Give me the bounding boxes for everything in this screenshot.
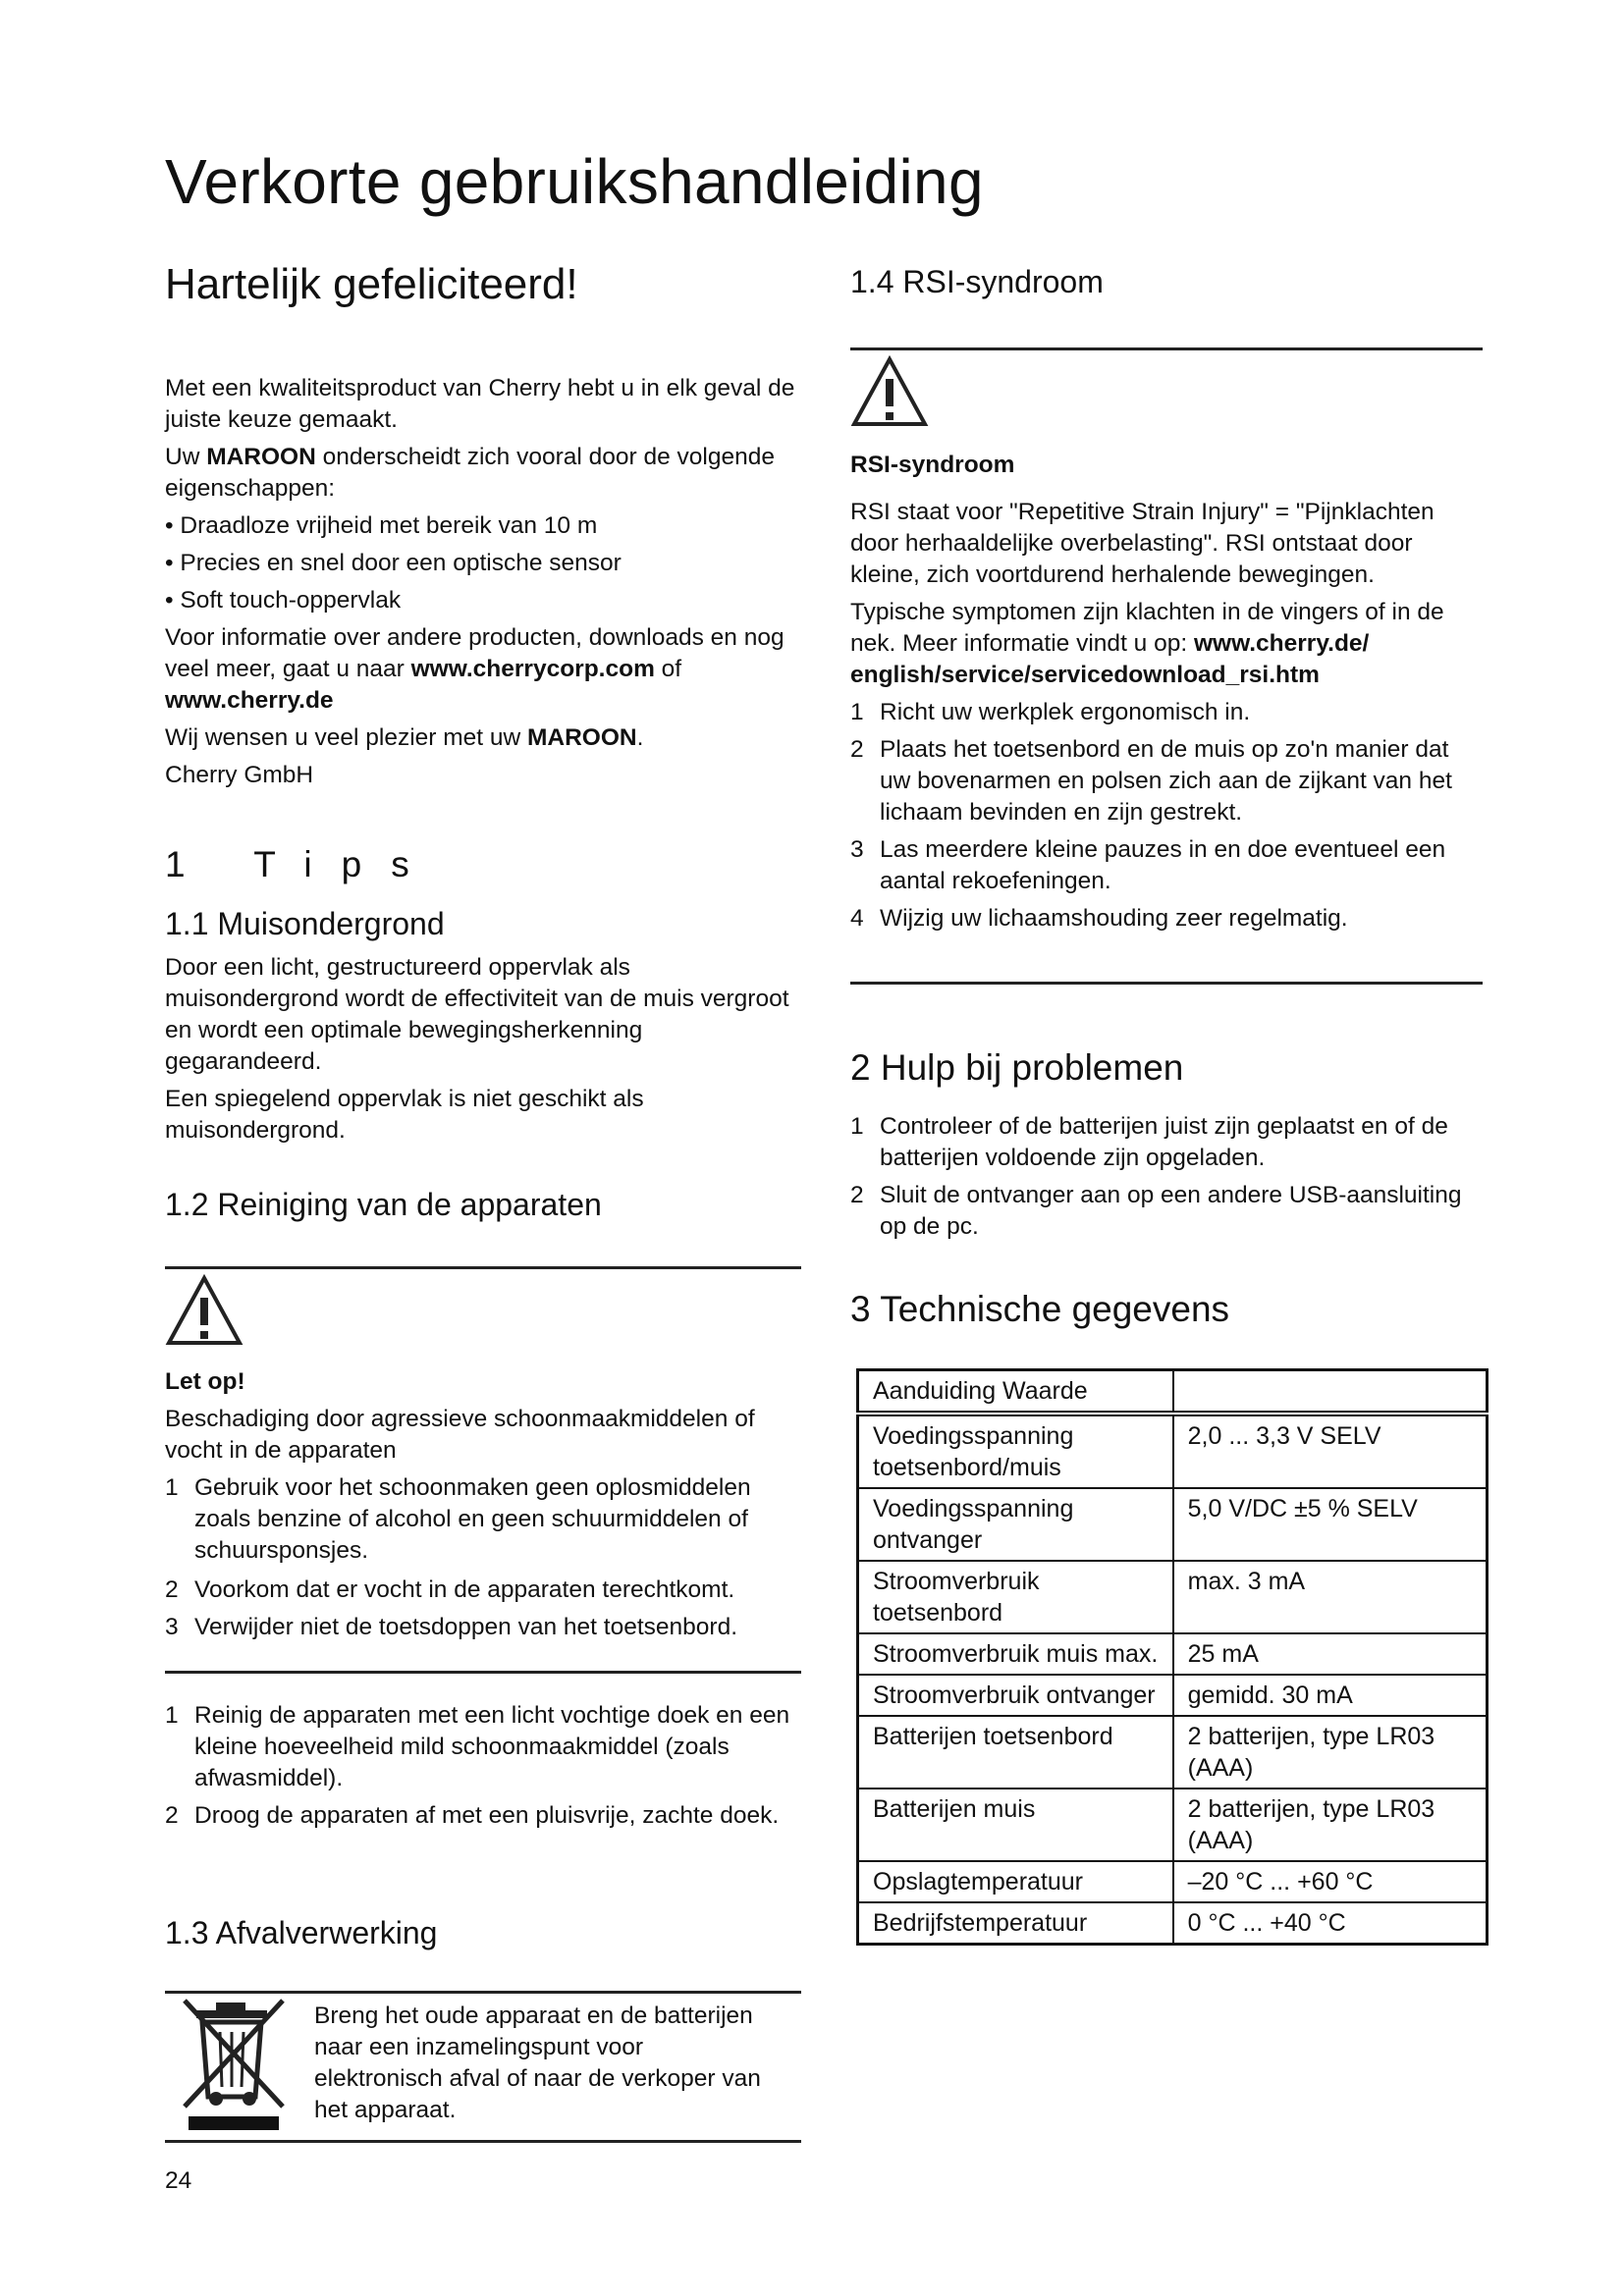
cleaning-list (165, 1700, 803, 1838)
page-title: Verkorte gebruikshandleiding (165, 146, 984, 217)
warning-label: Let op! (165, 1368, 245, 1395)
table-cell: Bedrijfstemperatuur (858, 1902, 1173, 1945)
table-cell: Stroomverbruik ontvanger (858, 1675, 1173, 1716)
section-1-4-heading: 1.4 RSI-syndroom (850, 264, 1104, 299)
disposal-text: Breng het oude apparaat en de batterijen naar een inzamelingspunt voor elektronisch afval of naar de verkoper van het apparaat. (314, 2002, 761, 2123)
tech-specs-table (856, 1368, 1489, 1946)
table-cell: Voedingsspanning ontvanger (858, 1488, 1173, 1561)
table-cell: –20 °C ... +60 °C (1173, 1861, 1488, 1902)
table-header-cell: Aanduiding Waarde (858, 1370, 1173, 1415)
table-header-row (858, 1370, 1488, 1415)
list-item: 1 Reinig de apparaten met een licht vochtige doek en een kleine hoeveelheid mild schoonmaakmiddel (zoals afwasmiddel). (165, 1702, 790, 1791)
intro-block (165, 373, 803, 797)
table-cell: Stroomverbruik toetsenbord (858, 1561, 1173, 1633)
section-2-heading: 2 Hulp bij problemen (850, 1047, 1184, 1088)
section-1-3-heading: 1.3 Afvalverwerking (165, 1915, 438, 1950)
wish-paragraph: Wij wensen u veel plezier met uw MAROON. (165, 724, 644, 751)
paragraph: Door een licht, gestructureerd oppervlak als muisondergrond wordt de effectiviteit van de muis vergroot en wordt een optimale bewegingsherkenning gegarandeerd. (165, 954, 789, 1075)
signature: Cherry GmbH (165, 762, 314, 788)
intro-paragraph-1: Met een kwaliteitsproduct van Cherry hebt u in elk geval de juiste keuze gemaakt. (165, 375, 795, 433)
recycle-bin-crossed-icon (177, 1997, 295, 2134)
table-cell: 5,0 V/DC ±5 % SELV (1173, 1488, 1488, 1561)
table-row (858, 1902, 1488, 1945)
section-1-1-heading: 1.1 Muisondergrond (165, 906, 445, 941)
link-cherry-de[interactable]: www.cherry.de (165, 687, 334, 714)
table-cell: max. 3 mA (1173, 1561, 1488, 1633)
table-cell: 2 batterijen, type LR03 (AAA) (1173, 1716, 1488, 1789)
table-row (858, 1633, 1488, 1675)
intro-paragraph-2: Uw MAROON onderscheidt zich vooral door de volgende eigenschappen: (165, 444, 775, 502)
warning-icon (850, 355, 929, 430)
congrats-heading: Hartelijk gefeliciteerd! (165, 260, 578, 308)
divider (165, 1671, 801, 1674)
bullet-item: • Draadloze vrijheid met bereik van 10 m (165, 512, 598, 539)
warning-text: Beschadiging door agressieve schoonmaakmiddelen of vocht in de apparaten (165, 1406, 755, 1464)
section-1-2-heading: 1.2 Reiniging van de apparaten (165, 1187, 602, 1222)
rsi-paragraph-1: RSI staat voor "Repetitive Strain Injury" = "Pijnklachten door herhaaldelijke overbelasting". RSI ontstaat door kleine, zich voortdurend herhalende bewegingen. (850, 499, 1435, 588)
table-cell: gemidd. 30 mA (1173, 1675, 1488, 1716)
table-row (858, 1414, 1488, 1488)
link-cherrycorp[interactable]: www.cherrycorp.com (410, 656, 655, 682)
table-cell: 25 mA (1173, 1633, 1488, 1675)
list-item: 2 Plaats het toetsenbord en de muis op zo'n manier dat uw bovenarmen en polsen zich aan de zijkant van het lichaam bevinden en zijn gestrekt. (850, 736, 1452, 826)
list-item: 2 Voorkom dat er vocht in de apparaten terechtkomt. (165, 1576, 735, 1603)
rsi-block (850, 450, 1479, 940)
page-number: 24 (165, 2167, 192, 2194)
table-cell: 2,0 ... 3,3 V SELV (1173, 1414, 1488, 1488)
help-list (850, 1111, 1479, 1249)
list-item: 3 Las meerdere kleine pauzes in en doe eventueel een aantal rekoefeningen. (850, 836, 1446, 894)
list-item: 4 Wijzig uw lichaamshouding zeer regelmatig. (850, 905, 1348, 932)
tips-heading: 1 Tips (165, 844, 439, 884)
table-cell: 2 batterijen, type LR03 (AAA) (1173, 1789, 1488, 1861)
paragraph: Een spiegelend oppervlak is niet geschikt als muisondergrond. (165, 1086, 644, 1144)
table-row (858, 1488, 1488, 1561)
table-row (858, 1861, 1488, 1902)
rsi-paragraph-2: Typische symptomen zijn klachten in de vingers of in de nek. Meer informatie vindt u op: www.cherry.de/ english/service/servicedownload_rsi.htm (850, 599, 1444, 688)
divider (165, 2140, 801, 2143)
table-row (858, 1561, 1488, 1633)
rsi-label: RSI-syndroom (850, 452, 1015, 478)
warning-block (165, 1366, 803, 1649)
list-item: 1 Gebruik voor het schoonmaken geen oplosmiddelen zoals benzine of alcohol en geen schuurmiddelen of schuursponsjes. (165, 1474, 751, 1564)
bullet-item: • Precies en snel door een optische sensor (165, 550, 622, 576)
list-item: 2 Sluit de ontvanger aan op een andere USB-aansluiting op de pc. (850, 1182, 1462, 1240)
bullet-item: • Soft touch-oppervlak (165, 587, 402, 614)
table-cell: Stroomverbruik muis max. (858, 1633, 1173, 1675)
table-row (858, 1675, 1488, 1716)
info-paragraph: Voor informatie over andere producten, downloads en nog veel meer, gaat u naar www.cherrycorp.com of www.cherry.de (165, 624, 785, 714)
divider (165, 1991, 801, 1994)
table-row (858, 1716, 1488, 1789)
list-item: 1 Richt uw werkplek ergonomisch in. (850, 699, 1251, 725)
product-name: MAROON (206, 444, 316, 470)
link-rsi[interactable]: www.cherry.de/ english/service/servicedownload_rsi.htm (850, 630, 1370, 688)
divider (165, 1266, 801, 1269)
warning-icon (165, 1274, 244, 1349)
divider (850, 347, 1483, 350)
list-item: 3 Verwijder niet de toetsdoppen van het toetsenbord. (165, 1614, 737, 1640)
list-item: 1 Controleer of de batterijen juist zijn geplaatst en of de batterijen voldoende zijn opgeladen. (850, 1113, 1448, 1171)
table-header-cell (1173, 1370, 1488, 1415)
divider (850, 982, 1483, 985)
table-cell: Batterijen muis (858, 1789, 1173, 1861)
section-3-heading: 3 Technische gegevens (850, 1289, 1230, 1329)
table-row (858, 1789, 1488, 1861)
table-cell: 0 °C ... +40 °C (1173, 1902, 1488, 1945)
table-cell: Opslagtemperatuur (858, 1861, 1173, 1902)
list-item: 2 Droog de apparaten af met een pluisvrije, zachte doek. (165, 1802, 780, 1829)
section-1-1-body (165, 952, 803, 1152)
table-cell: Voedingsspanning toetsenbord/muis (858, 1414, 1173, 1488)
table-cell: Batterijen toetsenbord (858, 1716, 1173, 1789)
